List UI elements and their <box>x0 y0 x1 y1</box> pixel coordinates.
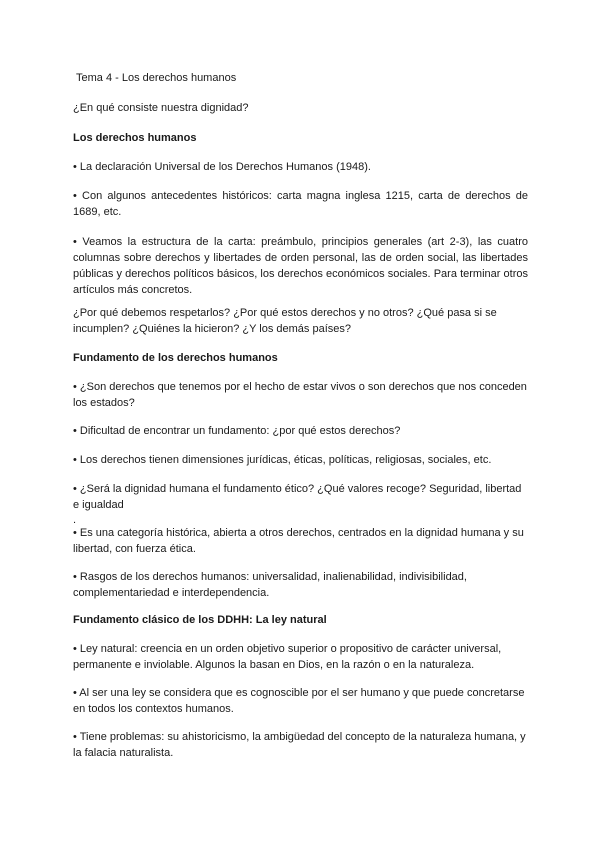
paragraph-rasgos: • Rasgos de los derechos humanos: universalidad, inalienabilidad, indivisibilidad, complementariedad e interdependencia. <box>73 571 467 599</box>
paragraph-declaracion: • La declaración Universal de los Derechos Humanos (1948). <box>73 161 371 173</box>
paragraph-dificultad: • Dificultad de encontrar un fundamento: ¿por qué estos derechos? <box>73 425 401 437</box>
paragraph-preguntas: ¿Por qué debemos respetarlos? ¿Por qué estos derechos y no otros? ¿Qué pasa si se incumplen? ¿Quiénes la hicieron? ¿Y los demás países? <box>73 307 497 335</box>
paragraph-antecedentes: • Con algunos antecedentes históricos: carta magna inglesa 1215, carta de derechos de 1689, etc. <box>73 190 528 218</box>
paragraph-estructura: • Veamos la estructura de la carta: preámbulo, principios generales (art 2-3), las cuatro columnas sobre derechos y libertades de orden personal, las de orden social, las libertades públicas y derechos políticos básicos, los derechos económicos sociales. Para terminar otros artículos más concretos. <box>73 236 528 296</box>
section-heading-fundamento: Fundamento de los derechos humanos <box>73 352 278 364</box>
section-heading-derechos-humanos: Los derechos humanos <box>73 132 197 144</box>
paragraph-dignidad: • ¿Será la dignidad humana el fundamento ético? ¿Qué valores recoge? Seguridad, libertad e igualdad <box>73 483 522 511</box>
paragraph-ley-cognoscible: • Al ser una ley se considera que es cognoscible por el ser humano y que puede concretarse en todos los contextos humanos. <box>73 687 525 715</box>
intro-question: ¿En qué consiste nuestra dignidad? <box>73 102 249 114</box>
paragraph-dimensiones: • Los derechos tienen dimensiones jurídicas, éticas, políticas, religiosas, sociales, etc. <box>73 454 492 466</box>
paragraph-problemas: • Tiene problemas: su ahistoricismo, la ambigüedad del concepto de la naturaleza humana, y la falacia naturalista. <box>73 731 526 759</box>
stray-period: . <box>73 514 77 526</box>
paragraph-categoria-historica: • Es una categoría histórica, abierta a otros derechos, centrados en la dignidad humana y su libertad, con fuerza ética. <box>73 527 524 555</box>
paragraph-ley-natural: • Ley natural: creencia en un orden objetivo superior o propositivo de carácter universal, permanente e inviolable. Algunos la basan en Dios, en la razón o en la naturaleza. <box>73 643 502 671</box>
document-title: Tema 4 - Los derechos humanos <box>76 72 237 84</box>
section-heading-ley-natural: Fundamento clásico de los DDHH: La ley natural <box>73 614 327 626</box>
paragraph-son-derechos: • ¿Son derechos que tenemos por el hecho de estar vivos o son derechos que nos conceden los estados? <box>73 381 527 409</box>
